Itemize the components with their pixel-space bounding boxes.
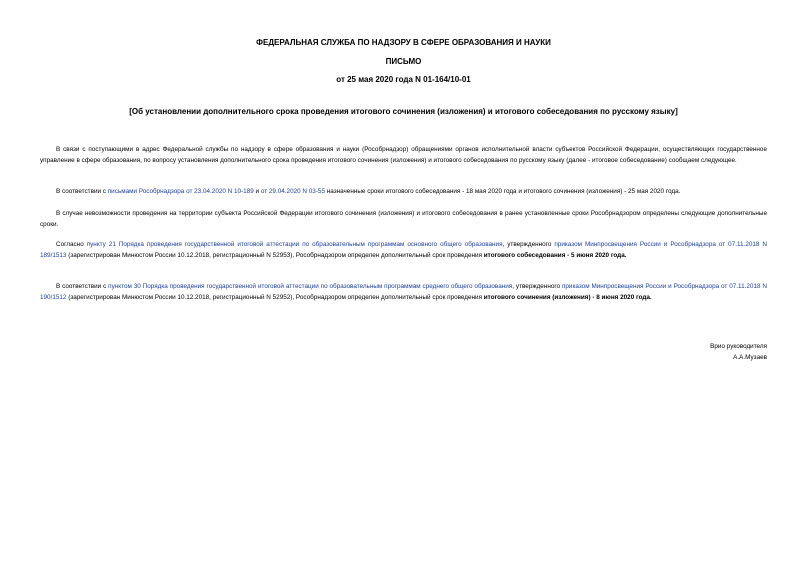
paragraph-2-before: В соответствии с [56, 188, 108, 195]
signatory-position: Врио руководителя [710, 343, 767, 350]
paragraph-1-text: В связи с поступающими в адрес Федеральной службы по надзору в сфере образования и науки (Рособрнадзор) обращениями органов исполнительной власти субъектов Российской Федерации, осуществляющих государственное управление в сфере образования, по вопросу установления дополнительного срока проведения итогового сочинения (изложения) и итогового собеседования по русскому языку (далее - итоговое собеседование) сообщаем следующее. [40, 146, 767, 164]
document-type: ПИСЬМО [385, 57, 422, 66]
paragraph-4-before: Согласно [56, 241, 87, 248]
order-link-190[interactable]: приказом Минпросвещения России и Рособрнадзора от 07.11.2018 N 190/1512 [40, 283, 767, 301]
paragraph-4-mid1: , утвержденного [502, 241, 555, 248]
paragraph-3 [40, 208, 767, 230]
procedure-link-basic[interactable]: пункту 21 Порядка проведения государственной итоговой аттестации по образовательным программам основного общего образования [86, 241, 503, 248]
paragraph-4-mid2: (зарегистрирован Минюстом России 10.12.2018, регистрационный N 52953), Рособрнадзором определен дополнительный срок проведения [66, 252, 484, 259]
paragraph-4-bold-deadline: итогового собеседования - 5 июня 2020 года. [483, 252, 627, 259]
order-link-189[interactable]: приказом Минпросвещения России и Рособрнадзора от 07.11.2018 N 189/1513 [40, 241, 767, 259]
agency-title: ФЕДЕРАЛЬНАЯ СЛУЖБА ПО НАДЗОРУ В СФЕРЕ ОБРАЗОВАНИЯ И НАУКИ [256, 38, 551, 47]
document-subject: [Об установлении дополнительного срока проведения итогового сочинения (изложения) и итогового собеседования по русскому языку] [129, 107, 678, 116]
letter-link-2[interactable]: от 29.04.2020 N 03-55 [260, 188, 325, 195]
paragraph-3-text: В случае невозможности проведения на территории субъекта Российской Федерации итогового сочинения (изложения) и итогового собеседования в ранее установленные сроки Рособрнадзором определены следующие дополнительные сроки. [40, 210, 767, 228]
paragraph-2-mid: и [253, 188, 261, 195]
paragraph-2 [40, 186, 767, 197]
paragraph-2-after: назначенные сроки итогового собеседования - 18 мая 2020 года и итогового сочинения (изложения) - 25 мая 2020 года. [324, 188, 681, 195]
paragraph-5-bold-deadline: итогового сочинения (изложения) - 8 июня 2020 года. [483, 294, 652, 301]
paragraph-5-before: В соответствии с [56, 283, 109, 290]
procedure-link-secondary[interactable]: пунктом 30 Порядка проведения государственной итоговой аттестации по образовательным программам среднего общего образования [108, 283, 513, 290]
paragraph-5-mid1: , утвержденного [512, 283, 562, 290]
paragraph-4 [40, 239, 767, 261]
signatory-name: А.А.Музаев [733, 354, 767, 361]
document-date-number: от 25 мая 2020 года N 01-164/10-01 [336, 75, 471, 84]
paragraph-5-mid2: (зарегистрирован Минюстом России 10.12.2018, регистрационный N 52952), Рособрнадзором определен дополнительный срок проведения [66, 294, 484, 301]
letter-link-1[interactable]: письмами Рособрнадзора от 23.04.2020 N 10-189 [107, 188, 254, 195]
paragraph-1 [40, 144, 767, 166]
paragraph-5 [40, 281, 767, 303]
